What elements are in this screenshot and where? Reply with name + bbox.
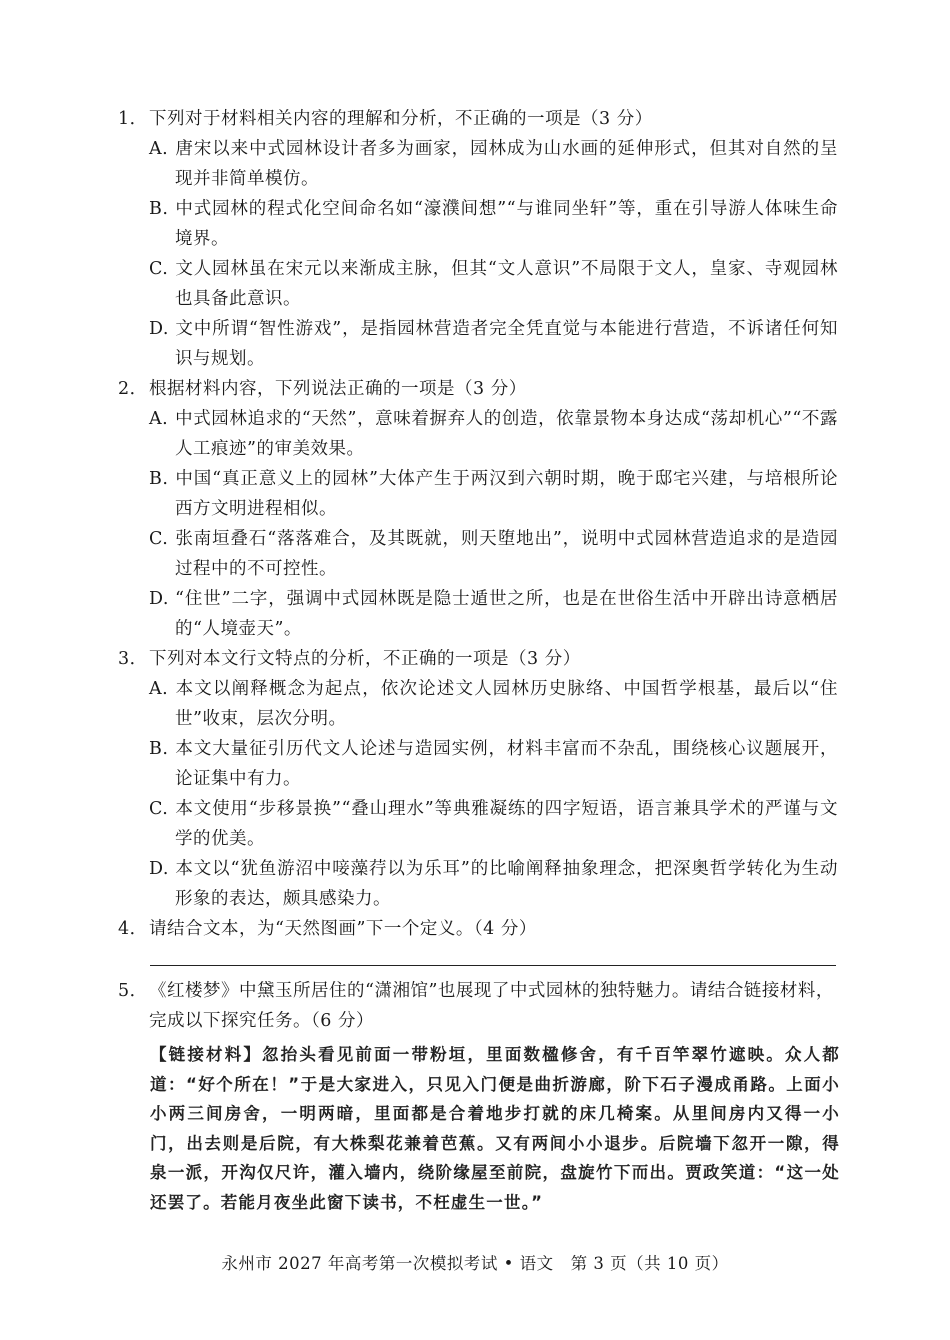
question-number: 4． [118,919,148,939]
option-b [149,194,838,254]
option-c [149,794,838,854]
question-number: 2． [118,379,148,399]
question-1 [118,104,838,374]
option-label: A. [149,679,169,699]
question-3 [118,644,838,914]
option-label: B. [149,199,169,219]
option-label: D. [149,589,169,609]
question-number: 5． [118,981,148,1001]
option-label: C. [149,799,169,819]
option-label: A. [149,409,169,429]
page-footer: 永州市 2027 年高考第一次模拟考试 • 语文 第 3 页（共 10 页） [221,1254,729,1273]
option-d [149,854,838,914]
option-c [149,254,838,314]
option-text: 唐宋以来中式园林设计者多为画家，园林成为山水画的延伸形式，但其对自然的呈现并非简单模仿。 [175,139,838,189]
option-label: A. [149,139,169,159]
option-d [149,314,838,374]
option-text: 本文大量征引历代文人论述与造园实例，材料丰富而不杂乱，围绕核心议题展开，论证集中有力。 [175,739,838,789]
option-text: 张南垣叠石“落落难合，及其既就，则天堕地出”，说明中式园林营造追求的是造园过程中的不可控性。 [175,529,838,579]
option-text: 本文以阐释概念为起点，依次论述文人园林历史脉络、中国哲学根基，最后以“住世”收束，层次分明。 [175,679,838,729]
option-a [149,674,838,734]
option-text: 中式园林的程式化空间命名如“濠濮间想”“与谁同坐轩”等，重在引导游人体味生命境界。 [175,199,838,249]
question-number: 3． [118,649,148,669]
question-4 [118,914,838,944]
question-2 [118,374,838,644]
question-5 [118,976,838,1036]
option-d [149,584,838,644]
option-label: B. [149,469,169,489]
option-label: D. [149,859,169,879]
answer-line [150,965,836,966]
question-stem: 请结合文本，为“天然图画”下一个定义。（4 分） [149,919,537,939]
option-label: C. [149,259,169,279]
option-label: C. [149,529,169,549]
question-stem: 根据材料内容，下列说法正确的一项是（3 分） [149,379,527,399]
option-text: 文人园林虽在宋元以来渐成主脉，但其“文人意识”不局限于文人，皇家、寺观园林也具备此意识。 [175,259,838,309]
option-a [149,404,838,464]
option-a [149,134,838,194]
question-number: 1． [118,109,148,129]
option-label: B. [149,739,169,759]
option-text: 本文以“犹鱼游沼中唼藻荇以为乐耳”的比喻阐释抽象理念，把深奥哲学转化为生动形象的表达，颇具感染力。 [175,859,838,909]
option-c [149,524,838,584]
question-stem: 下列对于材料相关内容的理解和分析，不正确的一项是（3 分） [149,109,653,129]
option-b [149,464,838,524]
link-material: 【链接材料】忽抬头看见前面一带粉垣，里面数楹修舍，有千百竿翠竹遮映。众人都道：“好个所在！”于是大家进入，只见入门便是曲折游廊，阶下石子漫成甬路。上面小小两三间房舍，一明两暗，里面都是合着地步打就的床几椅案。从里间房内又得一小门，出去则是后院，有大株梨花兼着芭蕉。又有两间小小退步。后院墙下忽开一隙，得泉一派，开沟仅尺许，灌入墙内，绕阶缘屋至前院，盘旋竹下而出。贾政笑道：“这一处还罢了。若能月夜坐此窗下读书，不枉虚生一世。” [150,1045,840,1212]
question-stem: 下列对本文行文特点的分析，不正确的一项是（3 分） [149,649,581,669]
option-b [149,734,838,794]
question-stem: 《红楼梦》中黛玉所居住的“潇湘馆”也展现了中式园林的独特魅力。请结合链接材料，完成以下探究任务。（6 分） [149,981,834,1031]
option-label: D. [149,319,169,339]
option-text: 文中所谓“智性游戏”，是指园林营造者完全凭直觉与本能进行营造，不诉诸任何知识与规划。 [175,319,838,369]
option-text: 本文使用“步移景换”“叠山理水”等典雅凝练的四字短语，语言兼具学术的严谨与文学的优美。 [175,799,838,849]
option-text: “住世”二字，强调中式园林既是隐士遁世之所，也是在世俗生活中开辟出诗意栖居的“人境壶天”。 [175,589,838,639]
option-text: 中式园林追求的“天然”，意味着摒弃人的创造，依靠景物本身达成“荡却机心”“不露人工痕迹”的审美效果。 [175,409,838,459]
option-text: 中国“真正意义上的园林”大体产生于两汉到六朝时期，晚于邸宅兴建，与培根所论西方文明进程相似。 [175,469,838,519]
